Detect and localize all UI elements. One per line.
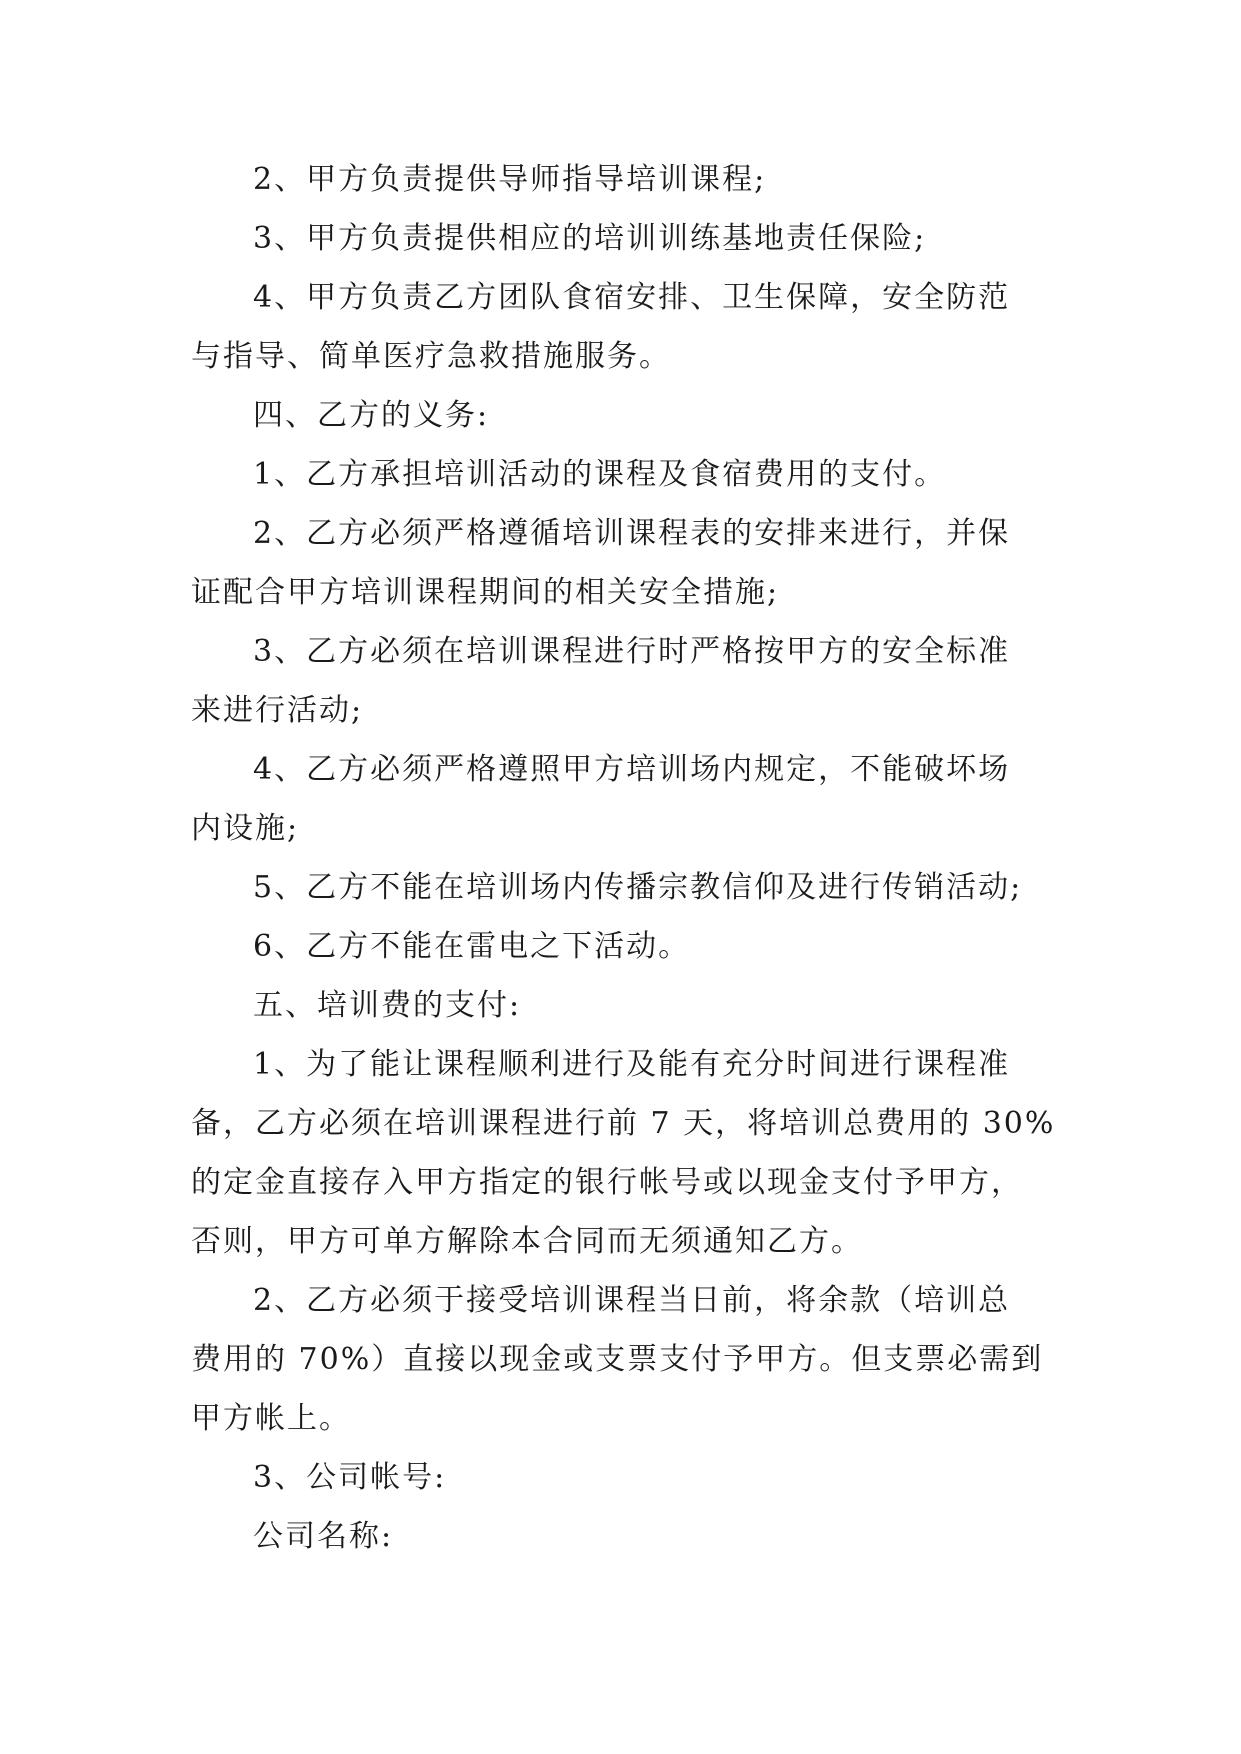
text-line: 3、乙方必须在培训课程进行时严格按甲方的安全标准 <box>253 634 1011 669</box>
section-heading: 五、培训费的支付: <box>253 988 522 1023</box>
text-line: 4、甲方负责乙方团队食宿安排、卫生保障，安全防范 <box>253 280 1011 315</box>
text-line: 来进行活动; <box>191 693 364 728</box>
text-line: 2、甲方负责提供导师指导培训课程; <box>253 162 767 197</box>
text-line: 1、乙方承担培训活动的课程及食宿费用的支付。 <box>253 457 947 492</box>
text-line: 2、乙方必须于接受培训课程当日前，将余款（培训总 <box>253 1283 1011 1318</box>
text-line: 证配合甲方培训课程期间的相关安全措施; <box>191 575 780 610</box>
text-line: 1、为了能让课程顺利进行及能有充分时间进行课程准 <box>253 1047 1011 1082</box>
text-line: 甲方帐上。 <box>191 1401 351 1436</box>
document-body <box>191 150 1056 1566</box>
text-line: 费用的 70%）直接以现金或支票支付予甲方。但支票必需到 <box>191 1342 1044 1377</box>
text-line: 与指导、简单医疗急救措施服务。 <box>191 339 671 374</box>
text-line: 2、乙方必须严格遵循培训课程表的安排来进行，并保 <box>253 516 1011 551</box>
text-line: 备，乙方必须在培训课程进行前 7 天，将培训总费用的 30% <box>191 1106 1056 1141</box>
text-line: 公司名称: <box>253 1519 394 1554</box>
text-line: 否则，甲方可单方解除本合同而无须通知乙方。 <box>191 1224 863 1259</box>
text-line: 3、甲方负责提供相应的培训训练基地责任保险; <box>253 221 927 256</box>
text-line: 内设施; <box>191 811 300 846</box>
text-line: 5、乙方不能在培训场内传播宗教信仰及进行传销活动; <box>253 870 1023 905</box>
text-line: 的定金直接存入甲方指定的银行帐号或以现金支付予甲方， <box>191 1165 1023 1200</box>
text-line: 3、公司帐号: <box>253 1460 447 1495</box>
text-line: 6、乙方不能在雷电之下活动。 <box>253 929 691 964</box>
section-heading: 四、乙方的义务: <box>253 398 490 433</box>
text-line: 4、乙方必须严格遵照甲方培训场内规定，不能破坏场 <box>253 752 1011 787</box>
